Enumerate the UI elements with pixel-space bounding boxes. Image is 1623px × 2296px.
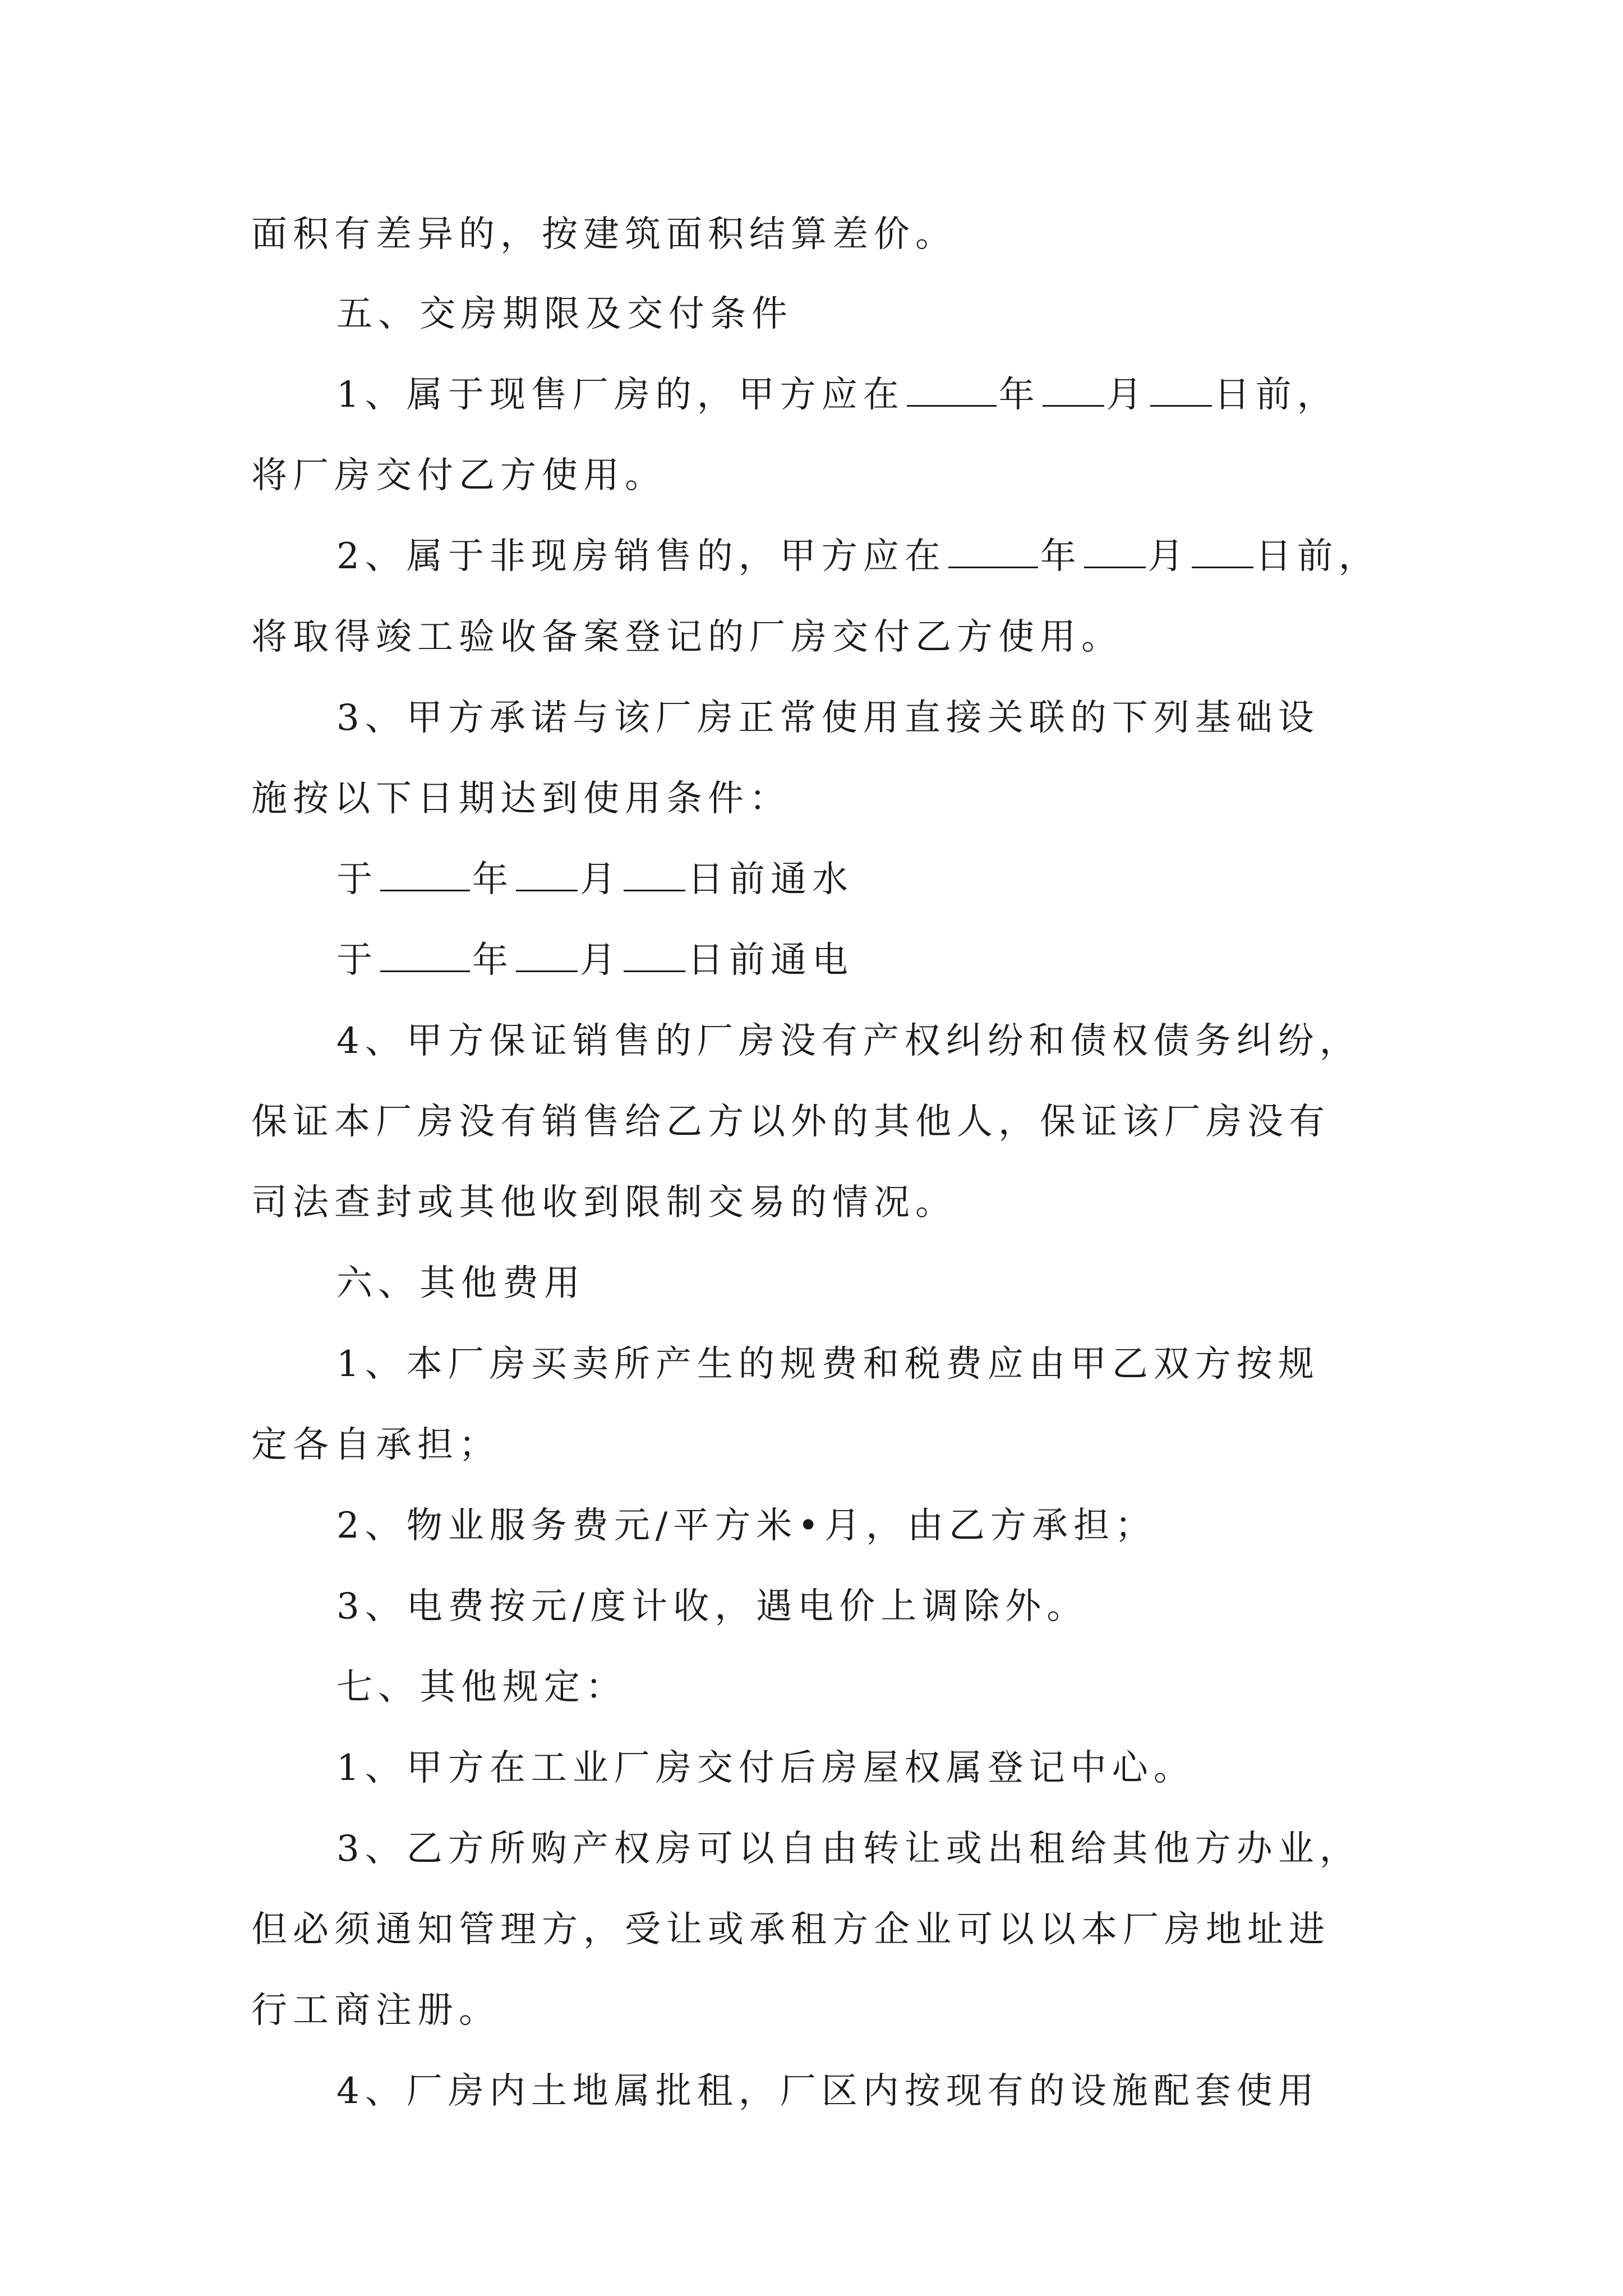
heading-text: 七、其他规定： xyxy=(336,1667,627,1708)
line-text: 3、甲方承诺与该厂房正常使用直接关联的下列基础设 xyxy=(336,697,1320,739)
fill-blank xyxy=(516,854,578,891)
line-text: 日前通电 xyxy=(688,940,854,981)
paragraph-line xyxy=(336,1499,1156,1553)
line-text: 3、电费按元/度计收，遇电价上调除外。 xyxy=(336,1586,1089,1627)
paragraph-line xyxy=(251,1418,500,1472)
paragraph-line xyxy=(251,1903,1330,1957)
line-text: 1、甲方在工业厂房交付后房屋权属登记中心。 xyxy=(336,1747,1195,1789)
line-text: 月 xyxy=(1147,536,1189,577)
line-text: 日前， xyxy=(1214,374,1339,416)
paragraph-line xyxy=(251,772,791,826)
line-text: 4、厂房内土地属批租，厂区内按现有的设施配套使用 xyxy=(336,2070,1320,2112)
fill-blank xyxy=(1043,369,1104,407)
line-text: 司法查封或其他收到限制交易的情况。 xyxy=(251,1182,957,1223)
heading-text: 五、交房期限及交付条件 xyxy=(336,293,793,335)
paragraph-line xyxy=(336,1822,1361,1876)
fill-blank xyxy=(1192,531,1253,568)
paragraph-line xyxy=(336,368,1339,422)
fill-blank xyxy=(1084,531,1146,568)
line-text: 但必须通知管理方，受让或承租方企业可以以本厂房地址进 xyxy=(251,1909,1330,1950)
line-text: 年 xyxy=(472,940,514,981)
paragraph-line xyxy=(251,208,957,261)
line-text: 1、本厂房买卖所产生的规费和税费应由甲乙双方按规 xyxy=(336,1343,1320,1385)
line-text: 日前通水 xyxy=(688,859,854,900)
fill-blank xyxy=(380,854,470,891)
line-text: 面积有差异的，按建筑面积结算差价。 xyxy=(251,214,957,255)
fill-blank xyxy=(1150,369,1212,407)
line-text: 将厂房交付乙方使用。 xyxy=(251,455,666,496)
paragraph-line xyxy=(336,530,1380,583)
paragraph-line xyxy=(251,1176,957,1230)
fill-blank xyxy=(380,935,470,972)
paragraph-line xyxy=(336,933,854,987)
line-text: 3、乙方所购产权房可以自由转让或出租给其他方办业， xyxy=(336,1828,1361,1870)
section-heading xyxy=(336,1660,627,1714)
paragraph-line xyxy=(251,1095,1330,1149)
line-text: 年 xyxy=(998,374,1040,416)
fill-blank xyxy=(624,935,685,972)
line-text: 2、属于非现房销售的，甲方应在 xyxy=(336,536,946,577)
line-text: 1、属于现售厂房的，甲方应在 xyxy=(336,374,905,416)
fill-blank xyxy=(624,854,685,891)
line-text: 施按以下日期达到使用条件： xyxy=(251,778,791,820)
line-text: 于 xyxy=(336,859,378,900)
line-text: 保证本厂房没有销售给乙方以外的其他人，保证该厂房没有 xyxy=(251,1101,1330,1143)
paragraph-line xyxy=(336,1580,1088,1634)
paragraph-line xyxy=(336,691,1320,745)
line-text: 月 xyxy=(580,859,621,900)
fill-blank xyxy=(516,935,578,972)
line-text: 日前， xyxy=(1255,536,1380,577)
fill-blank xyxy=(948,531,1038,568)
paragraph-line xyxy=(251,1984,500,2037)
line-text: 将取得竣工验收备案登记的厂房交付乙方使用。 xyxy=(251,616,1123,658)
paragraph-line xyxy=(336,2064,1320,2118)
paragraph-line xyxy=(251,610,1123,664)
line-text: 定各自承担； xyxy=(251,1424,500,1466)
heading-text: 六、其他费用 xyxy=(336,1263,585,1304)
paragraph-line xyxy=(336,1014,1361,1068)
line-text: 2、物业服务费元/平方米•月，由乙方承担； xyxy=(336,1505,1157,1547)
line-text: 于 xyxy=(336,940,378,981)
section-heading xyxy=(336,1257,585,1310)
line-text: 月 xyxy=(1106,374,1148,416)
paragraph-line xyxy=(336,1741,1195,1795)
line-text: 4、甲方保证销售的厂房没有产权纠纷和债权债务纠纷， xyxy=(336,1020,1361,1062)
fill-blank xyxy=(907,369,997,407)
paragraph-line xyxy=(336,853,854,907)
line-text: 年 xyxy=(1040,536,1082,577)
line-text: 行工商注册。 xyxy=(251,1990,500,2031)
line-text: 月 xyxy=(580,940,621,981)
paragraph-line xyxy=(336,1337,1320,1391)
line-text: 年 xyxy=(472,859,514,900)
paragraph-line xyxy=(251,449,666,503)
section-heading xyxy=(336,287,793,341)
